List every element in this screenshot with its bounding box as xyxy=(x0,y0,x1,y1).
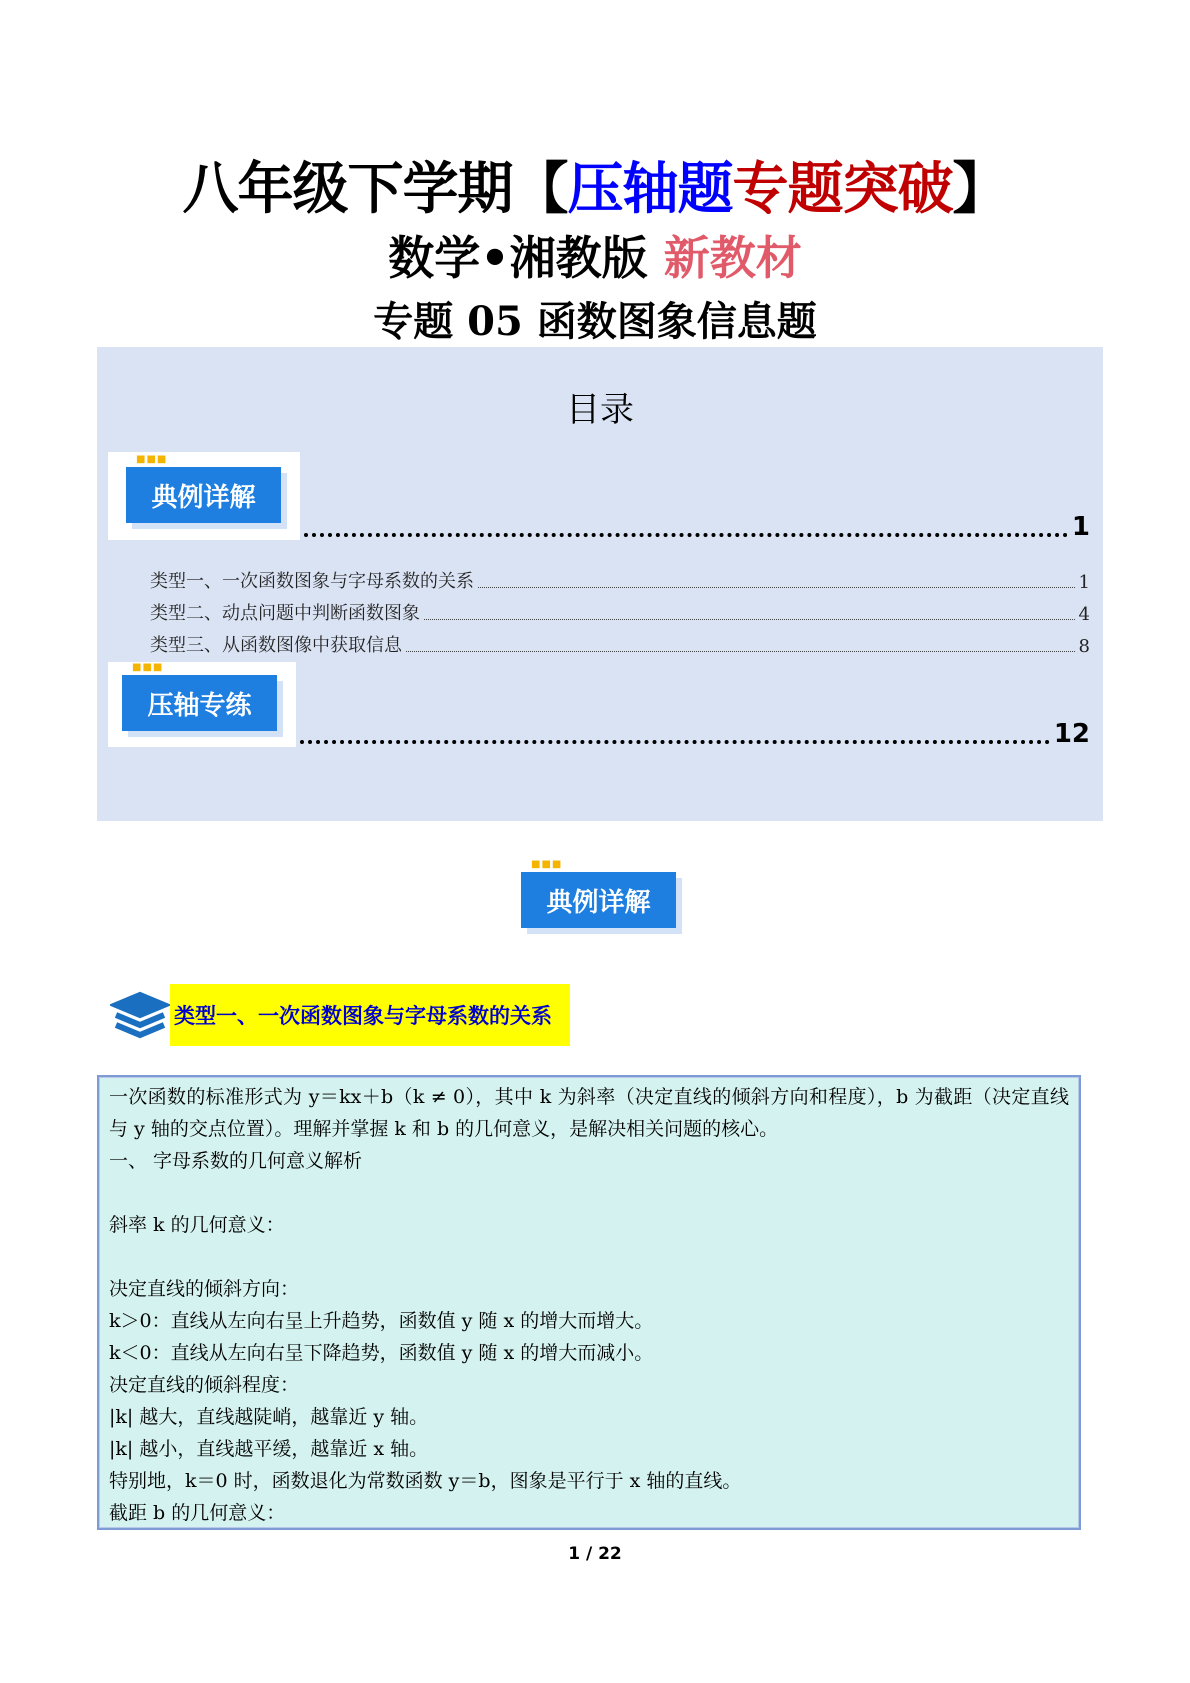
document-subtitle xyxy=(0,222,1190,288)
subtitle-part: 数学•湘教版 xyxy=(388,231,664,285)
paragraph: 一次函数的标准形式为 y＝kx＋b（k ≠ 0），其中 k 为斜率（决定直线的倾斜方向和程度），b 为截距（决定直线与 y 轴的交点位置）。理解并掌握 k 和 b 的几何意义，是解决相关问题的核心。 xyxy=(109,1086,1069,1140)
leader-dots xyxy=(478,587,1075,588)
toc-page: 8 xyxy=(1078,636,1090,657)
paragraph: k＜0：直线从左向右呈下降趋势，函数值 y 随 x 的增大而减小。 xyxy=(109,1342,654,1364)
leader-dots xyxy=(300,740,1050,744)
toc-title: 目录 xyxy=(566,390,634,430)
toc-badge xyxy=(108,662,296,747)
toc-page: 1 xyxy=(1071,512,1090,542)
knowledge-box xyxy=(97,1075,1081,1530)
title-part: 八年级下学期【 xyxy=(182,157,568,222)
table-of-contents xyxy=(97,347,1103,821)
toc-badge xyxy=(108,452,300,540)
paragraph: 斜率 k 的几何意义： xyxy=(109,1214,285,1236)
toc-entry[interactable] xyxy=(296,719,1090,749)
toc-section-label: 压轴专练 xyxy=(122,675,277,731)
toc-entry[interactable] xyxy=(150,567,1090,593)
leader-dots xyxy=(424,619,1075,620)
paragraph: 决定直线的倾斜方向： xyxy=(109,1278,300,1300)
title-highlight-red: 专题突破 xyxy=(732,157,953,222)
paragraph: |k| 越大，直线越陡峭，越靠近 y 轴。 xyxy=(109,1406,429,1428)
books-stack-icon xyxy=(110,987,170,1043)
topic-title: 专题 05 函数图象信息题 xyxy=(373,298,817,345)
section-badge xyxy=(503,855,695,945)
leader-dots xyxy=(304,533,1068,537)
toc-entry[interactable] xyxy=(150,631,1090,657)
leader-dots xyxy=(406,651,1075,652)
paragraph: 截距 b 的几何意义： xyxy=(109,1502,286,1524)
paragraph: k＞0：直线从左向右呈上升趋势，函数值 y 随 x 的增大而增大。 xyxy=(109,1310,654,1332)
subtitle-highlight: 新教材 xyxy=(663,231,802,285)
paragraph xyxy=(109,1177,1069,1209)
toc-page: 4 xyxy=(1078,604,1090,625)
toc-label: 类型一、一次函数图象与字母系数的关系 xyxy=(150,571,474,592)
dots-icon: ■■■ xyxy=(531,859,563,870)
dots-icon: ■■■ xyxy=(132,662,164,673)
toc-entry[interactable] xyxy=(300,512,1090,542)
title-part: 】 xyxy=(952,157,1008,222)
paragraph: 决定直线的倾斜程度： xyxy=(109,1374,300,1396)
title-highlight-blue: 压轴题 xyxy=(567,157,733,222)
toc-page: 1 xyxy=(1078,572,1090,593)
type-heading-text: 类型一、一次函数图象与字母系数的关系 xyxy=(170,984,570,1046)
dots-icon: ■■■ xyxy=(136,454,168,465)
toc-entry[interactable] xyxy=(150,599,1090,625)
document-title xyxy=(0,145,1190,225)
page-number: 1 / 22 xyxy=(568,1544,622,1564)
paragraph xyxy=(109,1241,1069,1273)
paragraph: 特别地，k＝0 时，函数退化为常数函数 y＝b，图象是平行于 x 轴的直线。 xyxy=(109,1470,742,1492)
paragraph: 一、 字母系数的几何意义解析 xyxy=(109,1150,363,1172)
toc-label: 类型三、从函数图像中获取信息 xyxy=(150,635,402,656)
toc-label: 类型二、动点问题中判断函数图象 xyxy=(150,603,420,624)
paragraph: |k| 越小，直线越平缓，越靠近 x 轴。 xyxy=(109,1438,429,1460)
toc-page: 12 xyxy=(1053,719,1090,749)
toc-section-label: 典例详解 xyxy=(126,467,281,523)
section-badge-label: 典例详解 xyxy=(521,872,676,928)
type-heading xyxy=(110,985,570,1045)
